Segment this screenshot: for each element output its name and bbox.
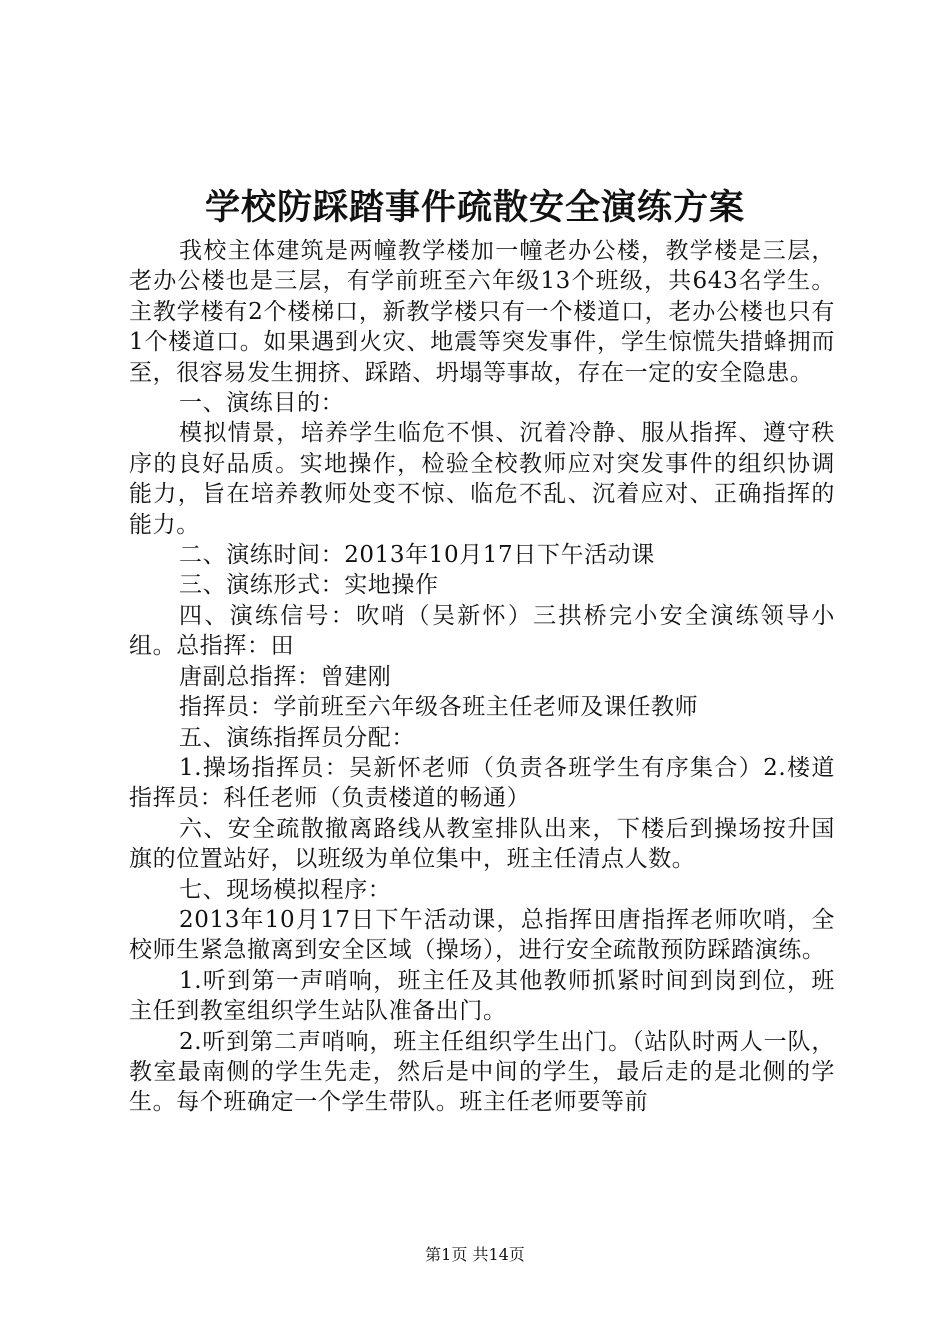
paragraph-deputy-commander: 唐副总指挥：曾建刚 xyxy=(179,663,392,690)
paragraph-signal: 四、演练信号：吹哨（吴新怀）三拱桥完小安全演练领导小组。总指挥：田 xyxy=(129,602,835,660)
paragraph-step-2: 2.听到第二声哨响，班主任组织学生出门。（站队时两人一队，教室最南侧的学生先走，然后是中间的学生，最后走的是北侧的学生。每个班确定一个学生带队。班主任老师要等前 xyxy=(129,1028,835,1116)
paragraph-time: 二、演练时间：2013年10月17日下午活动课 xyxy=(179,542,655,569)
document-title: 学校防踩踏事件疏散安全演练方案 xyxy=(204,187,745,228)
paragraph-step-1: 1.听到第一声哨响，班主任及其他教师抓紧时间到岗到位，班主任到教室组织学生站队准备出门。 xyxy=(129,967,835,1025)
paragraph-form: 三、演练形式：实地操作 xyxy=(179,572,439,599)
heading-assignment: 五、演练指挥员分配： xyxy=(179,724,415,751)
paragraph-route: 六、安全疏散撤离路线从教室排队出来，下楼后到操场按升国旗的位置站好，以班级为单位集中，班主任清点人数。 xyxy=(129,815,835,873)
heading-purpose: 一、演练目的： xyxy=(179,390,345,417)
document-body xyxy=(129,236,835,1118)
heading-procedure: 七、现场模拟程序： xyxy=(179,876,392,903)
paragraph-procedure: 2013年10月17日下午活动课，总指挥田唐指挥老师吹哨，全校师生紧急撤离到安全区域（操场），进行安全疏散预防踩踏演练。 xyxy=(129,906,835,964)
paragraph-commanders: 指挥员：学前班至六年级各班主任老师及课任教师 xyxy=(179,694,699,721)
paragraph-purpose: 模拟情景，培养学生临危不惧、沉着冷静、服从指挥、遵守秩序的良好品质。实地操作，检验全校教师应对突发事件的组织协调能力，旨在培养教师处变不惊、临危不乱、沉着应对、正确指挥的能力。 xyxy=(129,420,835,538)
page-footer: 第1页 共14页 xyxy=(425,1245,525,1264)
paragraph-intro: 我校主体建筑是两幢教学楼加一幢老办公楼，教学楼是三层，老办公楼也是三层，有学前班至六年级13个班级，共643名学生。主教学楼有2个楼梯口，新教学楼只有一个楼道口，老办公楼也只有1个楼道口。如果遇到火灾、地震等突发事件，学生惊慌失措蜂拥而至，很容易发生拥挤、踩踏、坍塌等事故，存在一定的安全隐患。 xyxy=(129,238,835,386)
paragraph-assignment: 1.操场指挥员：吴新怀老师（负责各班学生有序集合）2.楼道指挥员：科任老师（负责楼道的畅通） xyxy=(129,754,835,812)
